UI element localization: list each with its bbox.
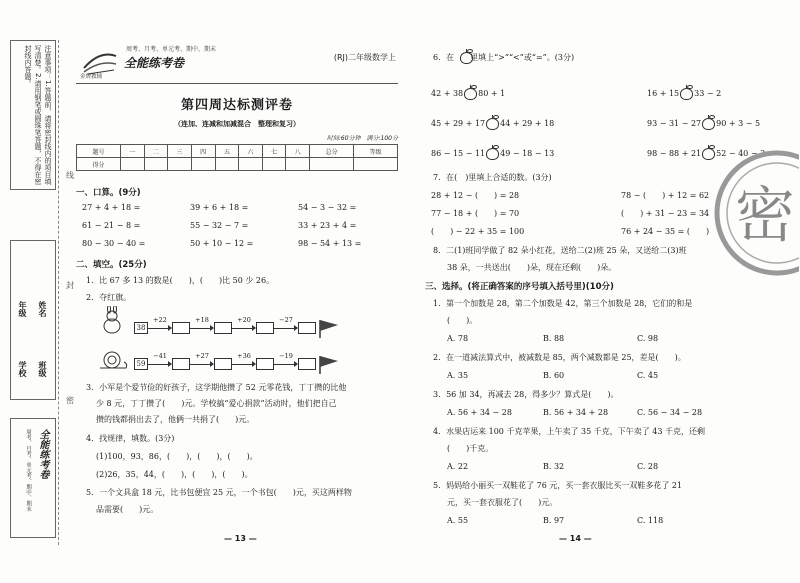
score-cell[interactable] [168, 158, 192, 171]
calc-item: 50 + 10 − 12 = [190, 239, 254, 248]
notice-box [10, 40, 56, 190]
calc-item: 61 − 21 − 8 = [82, 221, 141, 230]
mc-option[interactable]: C. 56 − 34 − 28 [637, 408, 703, 417]
notice-text: 注意事项：1.答题前，请将密封线内的项目填写清楚。2.请用钢笔或圆珠笔答题，不得在密封线内答题。 [24, 45, 52, 185]
score-cell[interactable] [191, 158, 215, 171]
score-cell[interactable] [239, 158, 263, 171]
question-2-5-line2: 品需要( )元。 [96, 505, 159, 514]
flag-chain-1 [134, 318, 340, 338]
grade-label: 年级 [18, 301, 27, 317]
chain-op: −27 [279, 316, 293, 324]
compare-left: 98 − 88 + 21 [647, 149, 702, 158]
answer-box[interactable] [214, 358, 232, 370]
answer-box[interactable] [298, 358, 316, 370]
table-cell: 二 [144, 145, 168, 158]
question-6-text: 6．在 里填上“>”“<”或“=”。(3分) [433, 53, 575, 62]
question-6-title [433, 52, 574, 63]
table-cell: 总分 [310, 145, 354, 158]
apple-answer-icon[interactable] [464, 88, 477, 100]
compare-right: 33 − 2 [694, 89, 722, 98]
time-score-info: 时间:60分钟 满分:100分 [326, 135, 398, 142]
answer-box[interactable] [256, 322, 274, 334]
compare-row [647, 118, 760, 130]
seal-line [58, 40, 59, 545]
section-1-title: 一、口算。(9分) [76, 188, 141, 198]
calc-item: 98 − 54 + 13 = [298, 239, 362, 248]
mc-option[interactable]: A. 56 + 34 − 28 [447, 408, 512, 417]
page-number-left: — 13 — [224, 534, 257, 543]
mc-option[interactable]: A. 35 [447, 371, 469, 380]
chain-op: +27 [195, 352, 209, 360]
chain-arrow [190, 316, 214, 334]
chain-start: 38 [134, 322, 148, 334]
fill-item: 78 − ( ) + 12 = 62 [621, 191, 710, 200]
score-cell[interactable] [144, 158, 168, 171]
question-2-5-line1: 5．一个文具盒 18 元，比书包便宜 25 元，一个书包( )元，买这两样物 [86, 488, 352, 497]
brand-vertical: 全能练考卷 [37, 429, 48, 479]
compare-right: 52 − 40 − 3 [716, 149, 766, 158]
snail-icon [98, 348, 130, 370]
school-label: 学校 [18, 361, 27, 377]
mc-question: 1．第一个加数是 28，第二个加数是 42，第三个加数是 28，它们的和是 [433, 299, 693, 308]
mc-option[interactable]: B. 56 + 34 + 28 [543, 408, 609, 417]
confidential-stamp-icon [707, 148, 799, 278]
table-cell: 得分 [77, 158, 121, 171]
brand-box [10, 418, 56, 538]
page-subtitle: （连加、连减和加减混合 整理和复习） [174, 120, 300, 128]
score-table [76, 144, 398, 171]
question-7-title: 7．在( )里填上合适的数。(3分) [433, 173, 552, 182]
chain-arrow [190, 352, 214, 370]
seal-char-3: 密 [66, 396, 74, 405]
student-info-box [10, 240, 56, 400]
answer-box[interactable] [214, 322, 232, 334]
apple-answer-icon[interactable] [702, 118, 715, 130]
mc-question-cont: ( )。 [447, 316, 478, 325]
chain-arrow [274, 352, 298, 370]
logo-text: 金牌教辅 [80, 74, 103, 80]
class-label: 班级 [38, 361, 47, 377]
chain-arrow [148, 316, 172, 334]
score-cell[interactable] [120, 158, 144, 171]
question-8-line2: 38 朵，一共送出( )朵，现在还剩( )朵。 [447, 263, 617, 272]
table-cell: 五 [215, 145, 239, 158]
stamp-char: 密 [735, 181, 795, 251]
table-cell: 四 [191, 145, 215, 158]
calc-item: 54 − 3 − 32 = [298, 203, 357, 212]
compare-row [431, 118, 554, 130]
flag-chain-2 [134, 354, 340, 374]
page-number-right: — 14 — [559, 534, 592, 543]
chain-arrow [232, 352, 256, 370]
calc-item: 55 − 32 − 7 = [190, 221, 249, 230]
fill-item: 28 + 12 − ( ) = 28 [431, 191, 520, 200]
chain-op: +18 [195, 316, 209, 324]
chain-arrow [148, 352, 172, 370]
calc-row [82, 203, 398, 212]
answer-box[interactable] [172, 358, 190, 370]
chain-arrow [274, 316, 298, 334]
compare-left: 16 + 15 [647, 89, 680, 98]
question-2-4-1: (1)100，93，86，( )，( )，( )。 [96, 452, 258, 461]
chain-op: +22 [153, 316, 167, 324]
seal-char-2: 封 [66, 281, 74, 290]
mc-option[interactable]: A. 78 [447, 334, 469, 343]
compare-left: 93 − 31 − 27 [647, 119, 702, 128]
page-header [76, 40, 398, 84]
fill-item: ( ) − 22 + 35 = 100 [431, 227, 525, 236]
mc-option[interactable]: C. 118 [637, 516, 664, 525]
question-2-3-line2: 少 8 元，丁丁攒了( )元。学校搞“爱心捐款”活动时，他们把自己 [96, 399, 337, 408]
table-cell: 六 [239, 145, 263, 158]
header-sub: 周考、月考、单元考、期中、期末 [126, 46, 217, 53]
fill-item: 76 + 24 − 35 = ( ) [621, 227, 710, 236]
calc-item: 39 + 6 + 18 = [190, 203, 249, 212]
chain-op: −19 [279, 352, 293, 360]
score-table-row [77, 158, 398, 171]
mc-question-cont: 元，买一套衣服花了( )元。 [447, 498, 558, 507]
chain-op: −41 [153, 352, 167, 360]
question-8-line1: 8．二(1)班同学做了 82 朵小红花，送给二(2)班 25 朵，又送给二(3)班 [433, 246, 687, 255]
table-cell: 八 [286, 145, 310, 158]
question-2-4: 4．找规律，填数。(3分) [86, 434, 175, 443]
sub-vertical: 周考、月考、单元考、期中、期末 [25, 429, 31, 512]
name-label: 姓名 [38, 301, 47, 317]
calc-row [82, 221, 398, 230]
score-cell[interactable] [215, 158, 239, 171]
question-2-2: 2．夺红旗。 [86, 293, 132, 302]
chain-start: 59 [134, 358, 148, 370]
chain-op: +20 [237, 316, 251, 324]
answer-box[interactable] [172, 322, 190, 334]
mc-option[interactable]: A. 55 [447, 516, 469, 525]
section-2-title: 二、填空。(25分) [76, 260, 147, 270]
apple-icon [460, 52, 473, 64]
header-grade: (RJ)二年级数学上 [333, 53, 396, 62]
mc-question: 4．水果店运来 100 千克苹果，上午卖了 35 千克，下午卖了 43 千克，还剩 [433, 427, 705, 436]
mc-option[interactable]: B. 97 [543, 516, 565, 525]
mc-option[interactable]: B. 32 [543, 462, 565, 471]
question-2-1: 1．比 67 多 13 的数是( )，( )比 50 少 26。 [86, 276, 275, 285]
mc-option[interactable]: C. 28 [637, 462, 659, 471]
compare-row [431, 88, 505, 100]
score-table-header [77, 145, 398, 158]
mc-question: 2．在一道减法算式中，被减数是 85，两个减数都是 25，差是( )。 [433, 353, 686, 362]
page-title: 第四周达标测评卷 [180, 98, 293, 113]
question-2-3-line3: 攒的钱都捐出去了，他俩一共捐了( )元。 [96, 415, 255, 424]
mc-option[interactable]: C. 98 [637, 334, 659, 343]
apple-answer-icon[interactable] [486, 118, 499, 130]
compare-left: 45 + 29 + 17 [431, 119, 486, 128]
answer-box[interactable] [298, 322, 316, 334]
compare-right: 80 + 1 [478, 89, 506, 98]
table-cell: 等级 [354, 145, 398, 158]
mc-question-cont: ( )千克。 [447, 444, 494, 453]
seal-char-1: 线 [66, 171, 74, 180]
compare-left: 42 + 38 [431, 89, 464, 98]
red-flag-icon [316, 354, 340, 374]
compare-row [647, 88, 721, 100]
mc-option[interactable]: C. 45 [637, 371, 659, 380]
mc-option[interactable]: A. 22 [447, 462, 469, 471]
score-cell[interactable] [310, 158, 354, 171]
table-cell: 一 [120, 145, 144, 158]
compare-right: 90 + 3 − 5 [716, 119, 761, 128]
question-2-3-line1: 3．小军是个爱节俭的好孩子，这学期他攒了 52 元零花钱，丁丁攒的比他 [86, 383, 347, 392]
chain-arrow [232, 316, 256, 334]
left-page [76, 40, 398, 543]
score-cell[interactable] [286, 158, 310, 171]
rabbit-icon [96, 306, 128, 336]
question-2-4-2: (2)26，35，44，( )，( )，( )。 [96, 470, 253, 479]
chain-op: +36 [237, 352, 251, 360]
binding-strip [4, 40, 60, 545]
fill-item: ( ) + 31 − 23 = 34 [621, 209, 710, 218]
calc-row [82, 239, 398, 248]
answer-box[interactable] [256, 358, 274, 370]
apple-answer-icon[interactable] [486, 148, 499, 160]
compare-row [431, 148, 554, 160]
table-cell: 三 [168, 145, 192, 158]
score-cell[interactable] [262, 158, 286, 171]
table-cell: 题号 [77, 145, 121, 158]
score-cell[interactable] [354, 158, 398, 171]
mc-option[interactable]: B. 88 [543, 334, 565, 343]
compare-right: 49 − 18 − 13 [500, 149, 555, 158]
fill-item: 77 − 18 + ( ) = 70 [431, 209, 520, 218]
mc-question: 3．56 加 34，再减去 28，得多少？算式是( )。 [433, 390, 619, 399]
compare-right: 44 + 29 + 18 [500, 119, 555, 128]
header-brand: 全能练考卷 [124, 56, 185, 70]
calc-item: 80 − 30 − 40 = [82, 239, 146, 248]
section-3-title: 三、选择。(将正确答案的序号填入括号里)(10分) [425, 282, 614, 292]
red-flag-icon [316, 318, 340, 338]
table-cell: 七 [262, 145, 286, 158]
calc-item: 27 + 4 + 18 = [82, 203, 141, 212]
apple-answer-icon[interactable] [680, 88, 693, 100]
mc-option[interactable]: B. 60 [543, 371, 565, 380]
compare-left: 86 − 15 − 11 [431, 149, 486, 158]
mc-question: 5．妈妈给小丽买一双鞋花了 76 元，买一套衣服比买一双鞋多花了 21 [433, 481, 683, 490]
calc-item: 33 + 23 + 4 = [298, 221, 357, 230]
